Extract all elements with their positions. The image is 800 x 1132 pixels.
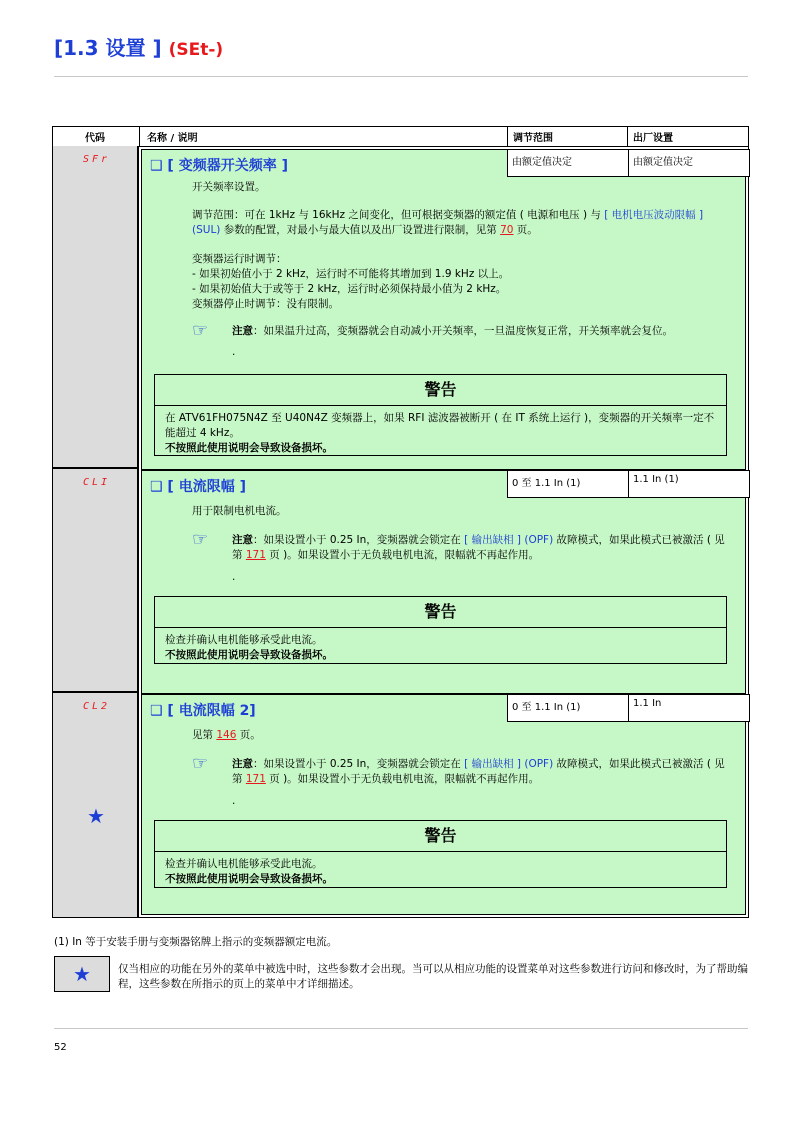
section-sfr bbox=[141, 149, 746, 470]
star-icon: ★ bbox=[54, 956, 110, 992]
row-separator bbox=[53, 691, 139, 693]
description: 开关频率设置。 bbox=[192, 181, 266, 193]
warning-body: 检查并确认电机能够承受此电流。 不按照此使用说明会导致设备损坏。 bbox=[165, 858, 333, 885]
adjust-range-text: 调节范围：可在 1kHz 与 16kHz 之间变化，但可根据变频器的额定值 ( 电源和电压 ) 与 [ 电机电压波动限幅 ](SUL) 参数的配置，对最小与最大值以及出厂设置进行限制，见第 70 页。 bbox=[192, 209, 704, 236]
link-sul[interactable]: [ 电机电压波动限幅 ] bbox=[604, 209, 704, 221]
section-title: ❑ [ 变频器开关频率 ] bbox=[150, 158, 288, 174]
warning-title: 警告 bbox=[155, 375, 726, 406]
header-name: 名称 / 说明 bbox=[147, 133, 198, 144]
default-value: 由额定值决定 bbox=[628, 149, 750, 177]
range-value: 0 至 1.1 In (1) bbox=[507, 694, 629, 722]
title-code: (SEt-) bbox=[168, 40, 224, 60]
warning-box bbox=[154, 596, 727, 664]
header-code: 代码 bbox=[85, 133, 105, 144]
range-value: 由额定值决定 bbox=[507, 149, 629, 177]
star-note: 仅当相应的功能在另外的菜单中被选中时，这些参数才会出现。当可以从相应功能的设置菜单对这些参数进行访问和修改时，为了帮助编程，这些参数在所指示的页上的菜单中才详细描述。 bbox=[118, 963, 748, 990]
section-cli bbox=[141, 470, 746, 694]
warning-body: 在 ATV61FH075N4Z 至 U40N4Z 变频器上，如果 RFI 滤波器被断开 ( 在 IT 系统上运行 )，变频器的开关频率一定不能超过 4 kHz。 不按照此使用说明会导致设备损坏。 bbox=[165, 412, 715, 454]
parameter-table bbox=[52, 126, 749, 918]
dot: . bbox=[232, 795, 236, 807]
default-value: 1.1 In bbox=[628, 694, 750, 722]
code-cli: CLI bbox=[83, 477, 111, 488]
footnote: (1) In 等于安装手册与变频器铭牌上指示的变频器额定电流。 bbox=[54, 936, 338, 948]
page-link-171[interactable]: 171 bbox=[245, 773, 266, 785]
row-separator bbox=[53, 467, 139, 469]
top-divider bbox=[54, 76, 748, 77]
default-value: 1.1 In (1) bbox=[628, 470, 750, 498]
pointing-hand-icon: ☞ bbox=[192, 529, 209, 550]
section-cl2 bbox=[141, 694, 746, 915]
link-opf[interactable]: [ 输出缺相 ] bbox=[464, 758, 522, 770]
bottom-divider bbox=[54, 1028, 748, 1029]
dot: . bbox=[232, 346, 236, 358]
page-link-146[interactable]: 146 bbox=[216, 729, 237, 741]
page-number: 52 bbox=[54, 1042, 67, 1053]
warning-title: 警告 bbox=[155, 597, 726, 628]
pointing-hand-icon: ☞ bbox=[192, 320, 209, 341]
page-title bbox=[54, 32, 223, 61]
page-link-171[interactable]: 171 bbox=[245, 549, 266, 561]
note-text: 注意：如果设置小于 0.25 In，变频器就会锁定在 [ 输出缺相 ] (OPF) 故障模式，如果此模式已被激活 ( 见第 171 页 )。如果设置小于无负载电机电流，限幅就不再起作用。 bbox=[232, 758, 725, 785]
header-default: 出厂设置 bbox=[633, 133, 673, 144]
description: 见第 146 页。 bbox=[192, 729, 261, 741]
warning-title: 警告 bbox=[155, 821, 726, 852]
dot: . bbox=[232, 571, 236, 583]
runtime-text: 变频器运行时调节： - 如果初始值小于 2 kHz，运行时不可能将其增加到 1.9 kHz 以上。 - 如果初始值大于或等于 2 kHz，运行时必须保持最小值为 2 kHz。 变频器停止时调节：没有限制。 bbox=[192, 253, 510, 310]
warning-box bbox=[154, 374, 727, 456]
star-icon: ★ bbox=[87, 804, 105, 828]
code-sfr: SFr bbox=[83, 154, 111, 165]
section-title: ❑ [ 电流限幅 2] bbox=[150, 703, 256, 719]
warning-box bbox=[154, 820, 727, 888]
table-header bbox=[53, 127, 748, 147]
pointing-hand-icon: ☞ bbox=[192, 753, 209, 774]
note-text: 注意：如果温升过高，变频器就会自动减小开关频率，一旦温度恢复正常，开关频率就会复位。 bbox=[232, 325, 673, 337]
code-cl2: CL2 bbox=[83, 701, 111, 712]
link-opf[interactable]: [ 输出缺相 ] bbox=[464, 534, 522, 546]
code-column bbox=[53, 146, 139, 917]
title-main: [1.3 设置 ] bbox=[54, 36, 162, 60]
note-text: 注意：如果设置小于 0.25 In，变频器就会锁定在 [ 输出缺相 ] (OPF) 故障模式，如果此模式已被激活 ( 见第 171 页 )。如果设置小于无负载电机电流，限幅就不再起作用。 bbox=[232, 534, 725, 561]
page-link-70[interactable]: 70 bbox=[500, 224, 514, 236]
section-title: ❑ [ 电流限幅 ] bbox=[150, 479, 246, 495]
header-range: 调节范围 bbox=[513, 133, 553, 144]
warning-body: 检查并确认电机能够承受此电流。 不按照此使用说明会导致设备损坏。 bbox=[165, 634, 333, 661]
description: 用于限制电机电流。 bbox=[192, 505, 287, 517]
range-value: 0 至 1.1 In (1) bbox=[507, 470, 629, 498]
